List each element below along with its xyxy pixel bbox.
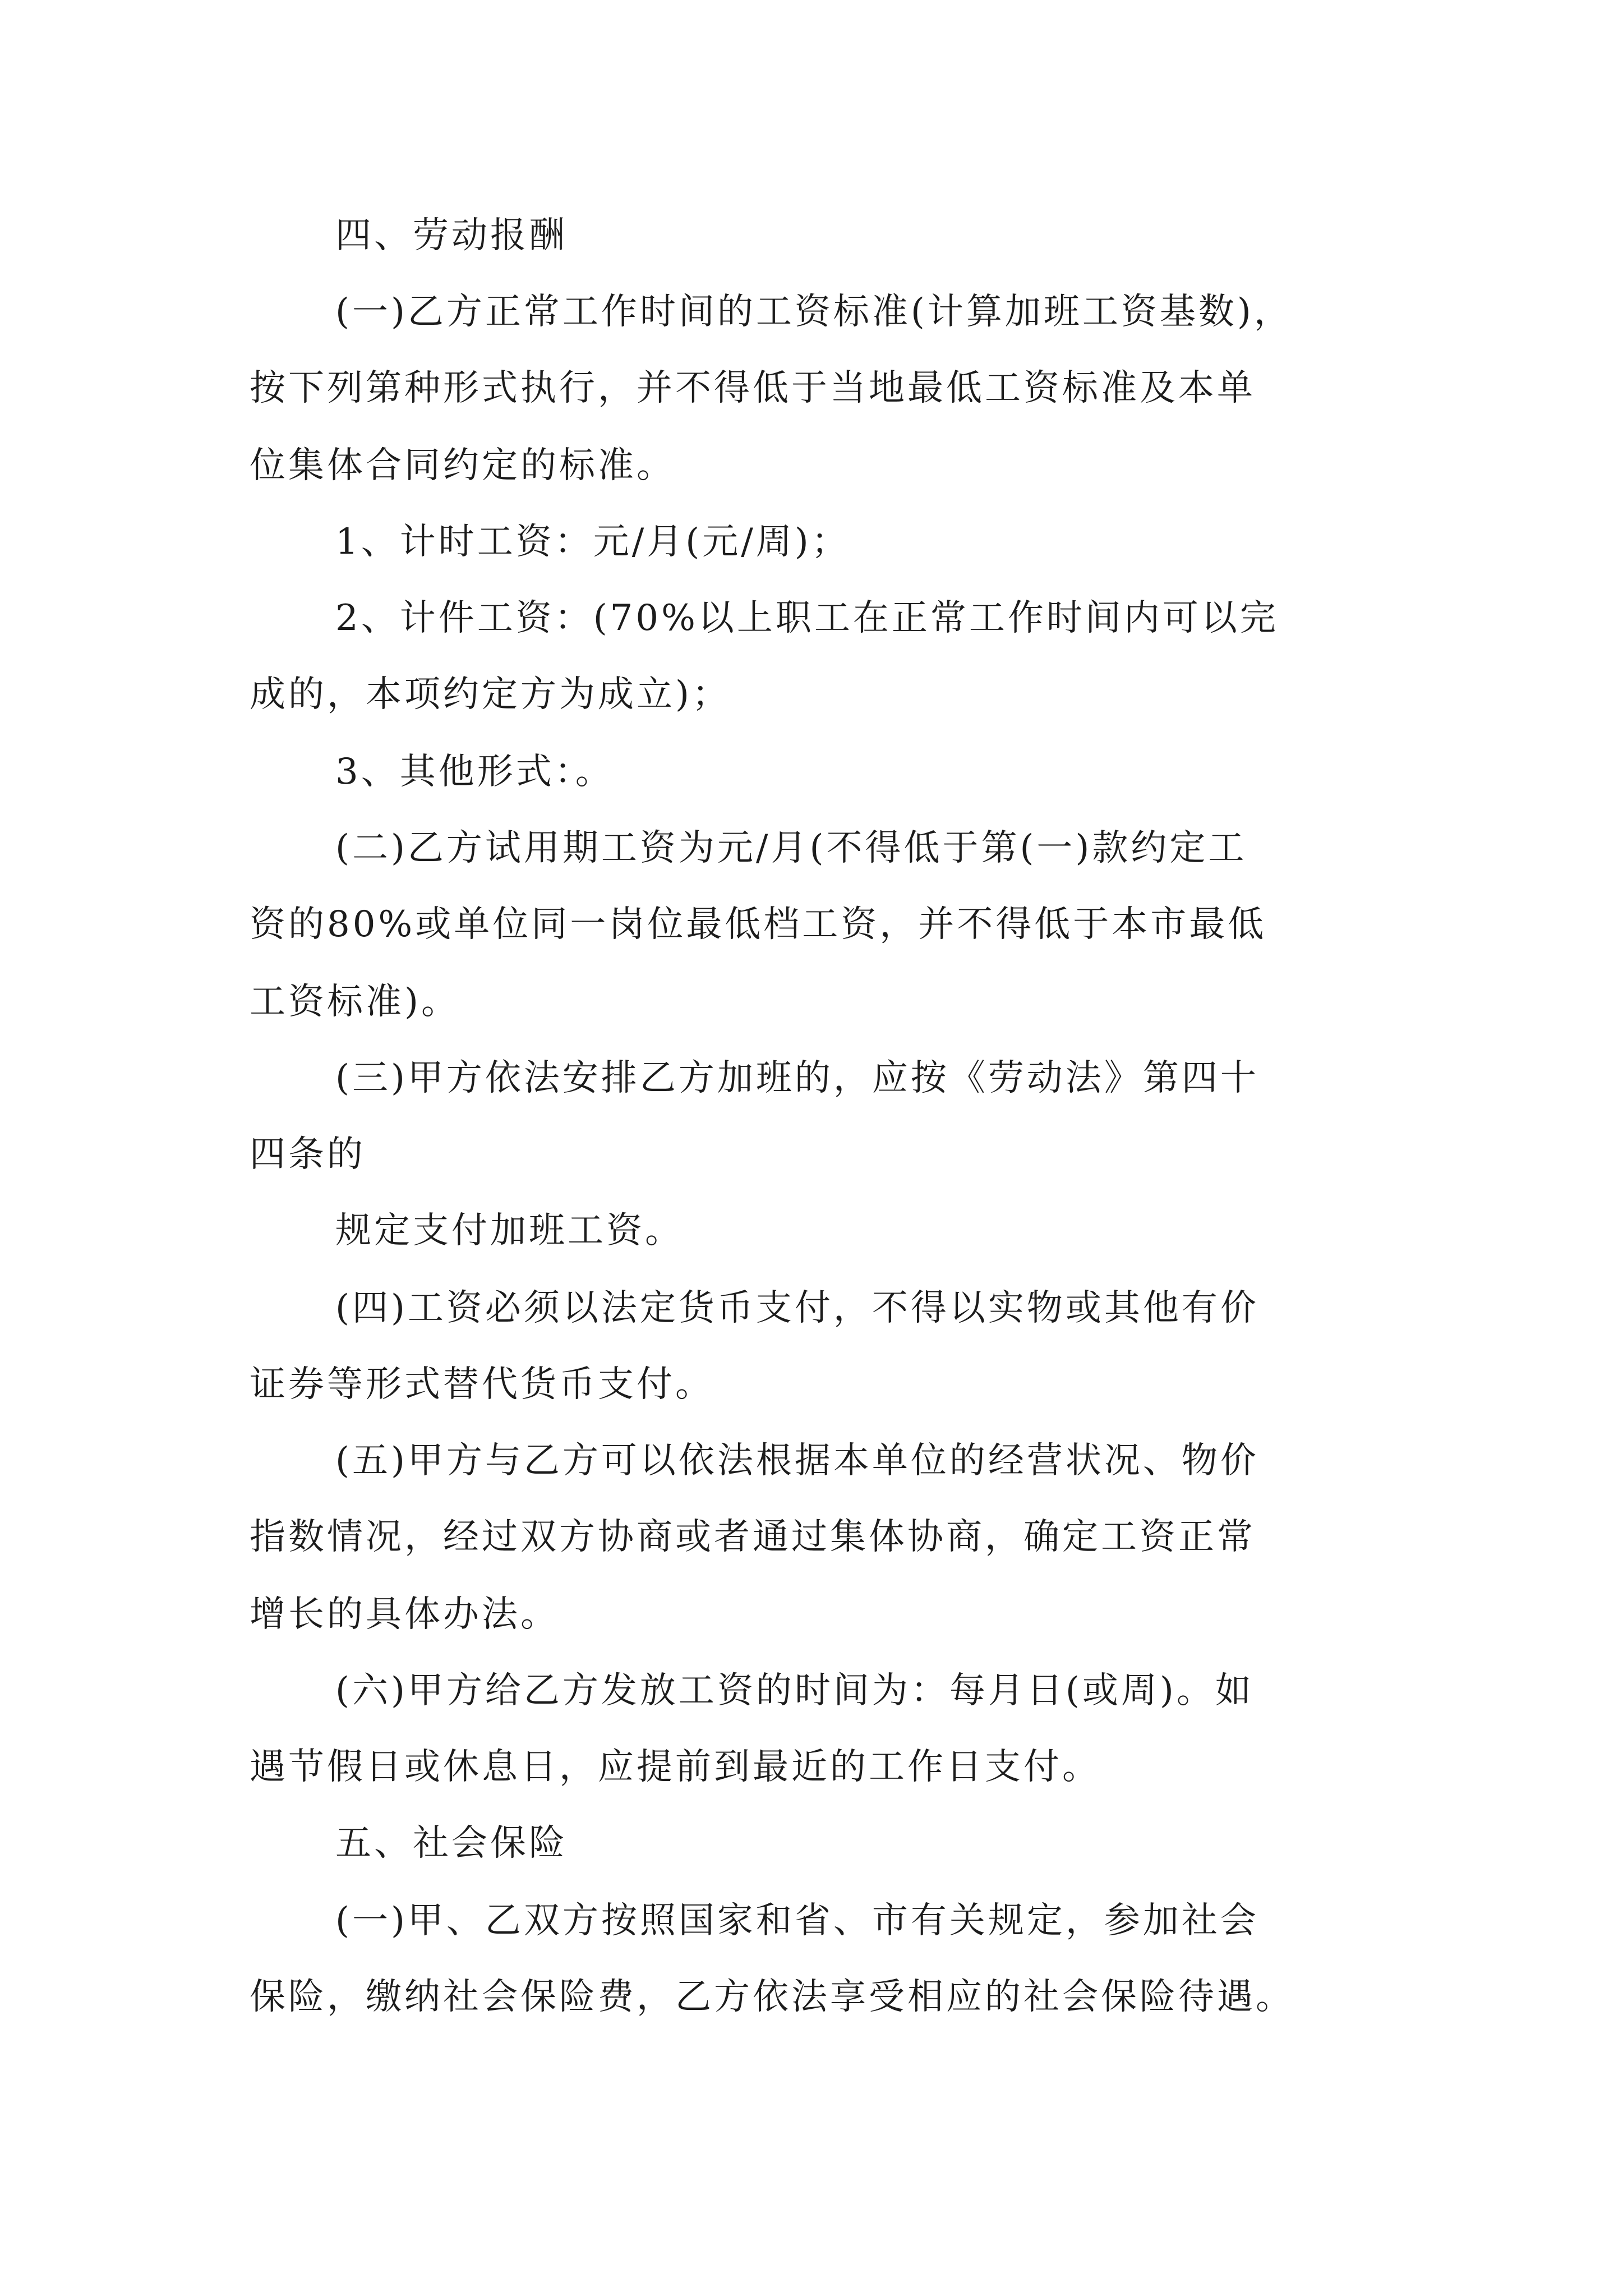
paragraph-line: 工资标准)。 bbox=[250, 981, 460, 1023]
paragraph-line: 按下列第种形式执行，并不得低于当地最低工资标准及本单 bbox=[250, 367, 1256, 409]
paragraph-line: 遇节假日或休息日，应提前到最近的工作日支付。 bbox=[250, 1746, 1101, 1788]
paragraph-line: 2、计件工资：(70%以上职工在正常工作时间内可以完 bbox=[335, 597, 1279, 639]
paragraph-line: 资的80%或单位同一岗位最低档工资，并不得低于本市最低 bbox=[250, 904, 1267, 945]
paragraph-line: (四)工资必须以法定货币支付，不得以实物或其他有价 bbox=[335, 1287, 1259, 1329]
paragraph-line: (一)乙方正常工作时间的工资标准(计算加班工资基数)， bbox=[335, 291, 1293, 333]
paragraph-line: (一)甲、乙双方按照国家和省、市有关规定，参加社会 bbox=[335, 1900, 1259, 1941]
paragraph-line: (六)甲方给乙方发放工资的时间为：每月日(或周)。如 bbox=[335, 1670, 1254, 1711]
paragraph-line: 1、计时工资：元/月(元/周)； bbox=[335, 521, 850, 563]
paragraph-line: 位集体合同约定的标准。 bbox=[250, 445, 675, 486]
paragraph-line: 3、其他形式：。 bbox=[335, 751, 614, 793]
paragraph-line: 证券等形式替代货币支付。 bbox=[250, 1364, 714, 1405]
heading-social-insurance: 五、社会保险 bbox=[335, 1823, 568, 1864]
paragraph-line: 四条的 bbox=[250, 1134, 366, 1175]
paragraph-line: 规定支付加班工资。 bbox=[335, 1210, 684, 1251]
heading-labor-remuneration: 四、劳动报酬 bbox=[335, 215, 568, 256]
paragraph-line: 保险，缴纳社会保险费，乙方依法享受相应的社会保险待遇。 bbox=[250, 1976, 1294, 2018]
paragraph-line: 增长的具体办法。 bbox=[250, 1594, 559, 1635]
paragraph-line: (五)甲方与乙方可以依法根据本单位的经营状况、物价 bbox=[335, 1440, 1259, 1481]
paragraph-line: 成的，本项约定方为成立)； bbox=[250, 674, 731, 715]
paragraph-line: (三)甲方依法安排乙方加班的，应按《劳动法》第四十 bbox=[335, 1057, 1259, 1099]
paragraph-line: (二)乙方试用期工资为元/月(不得低于第(一)款约定工 bbox=[335, 827, 1247, 869]
paragraph-line: 指数情况，经过双方协商或者通过集体协商，确定工资正常 bbox=[250, 1516, 1256, 1558]
